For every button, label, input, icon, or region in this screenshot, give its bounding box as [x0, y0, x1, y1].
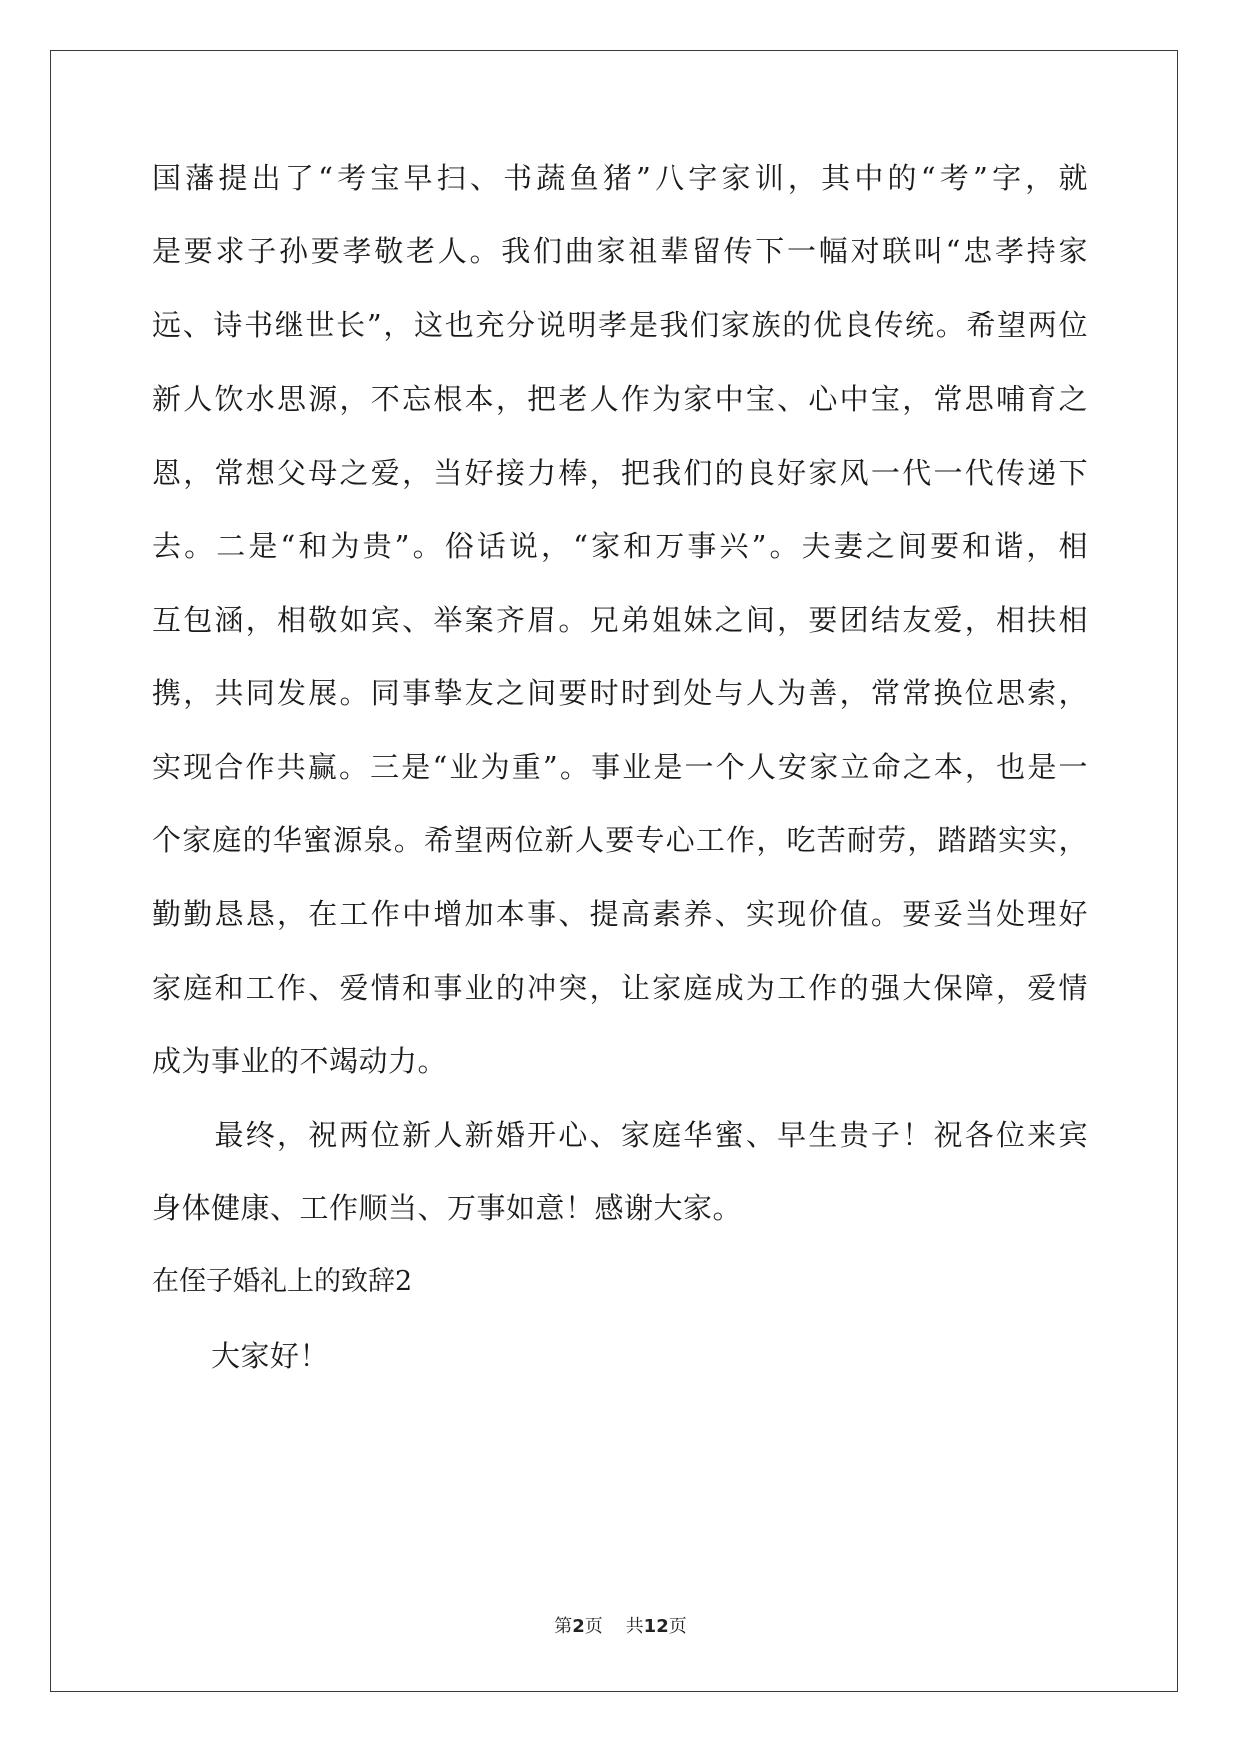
total-suffix: 页: [668, 1616, 687, 1637]
total-prefix: 共: [625, 1616, 644, 1637]
page-prefix: 第: [554, 1616, 573, 1637]
greeting-line: 大家好！: [152, 1339, 330, 1373]
page-border: [50, 50, 1178, 1692]
body-line: 实现合作共赢。三是“业为重”。事业是一个人安家立命之本，也是一: [152, 750, 1088, 784]
body-line: 国藩提出了“考宝早扫、书蔬鱼猪”八字家训，其中的“考”字，就: [152, 161, 1088, 195]
body-line: 成为事业的不竭动力。: [152, 1044, 448, 1078]
body-line: 远、诗书继世长”，这也充分说明孝是我们家族的优良传统。希望两位: [152, 308, 1088, 342]
page-number: 2: [572, 1616, 585, 1637]
body-line: 新人饮水思源，不忘根本，把老人作为家中宝、心中宝，常思哺育之: [152, 382, 1088, 416]
body-line: 互包涵，相敬如宾、举案齐眉。兄弟姐妹之间，要团结友爱，相扶相: [152, 603, 1088, 637]
section-title: 在侄子婚礼上的致辞2: [152, 1266, 413, 1297]
body-line: 身体健康、工作顺当、万事如意！感谢大家。: [152, 1191, 743, 1225]
total-pages: 12: [643, 1616, 669, 1637]
body-line: 个家庭的华蜜源泉。希望两位新人要专心工作，吃苦耐劳，踏踏实实，: [152, 823, 1088, 857]
page-suffix: 页: [584, 1616, 603, 1637]
body-line: 携，共同发展。同事挚友之间要时时到处与人为善，常常换位思索，: [152, 676, 1088, 710]
body-line: 家庭和工作、爱情和事业的冲突，让家庭成为工作的强大保障，爱情: [152, 971, 1088, 1005]
body-line: 勤勤恳恳，在工作中增加本事、提高素养、实现价值。要妥当处理好: [152, 897, 1088, 931]
body-line: 去。二是“和为贵”。俗话说，“家和万事兴”。夫妻之间要和谐，相: [152, 529, 1088, 563]
page-footer: [0, 1612, 1241, 1638]
body-line: 是要求子孙要孝敬老人。我们曲家祖辈留传下一幅对联叫“忠孝持家: [152, 234, 1088, 268]
body-line: 恩，常想父母之爱，当好接力棒，把我们的良好家风一代一代传递下: [152, 456, 1088, 490]
body-line: 最终，祝两位新人新婚开心、家庭华蜜、早生贵子！祝各位来宾: [152, 1118, 1088, 1152]
